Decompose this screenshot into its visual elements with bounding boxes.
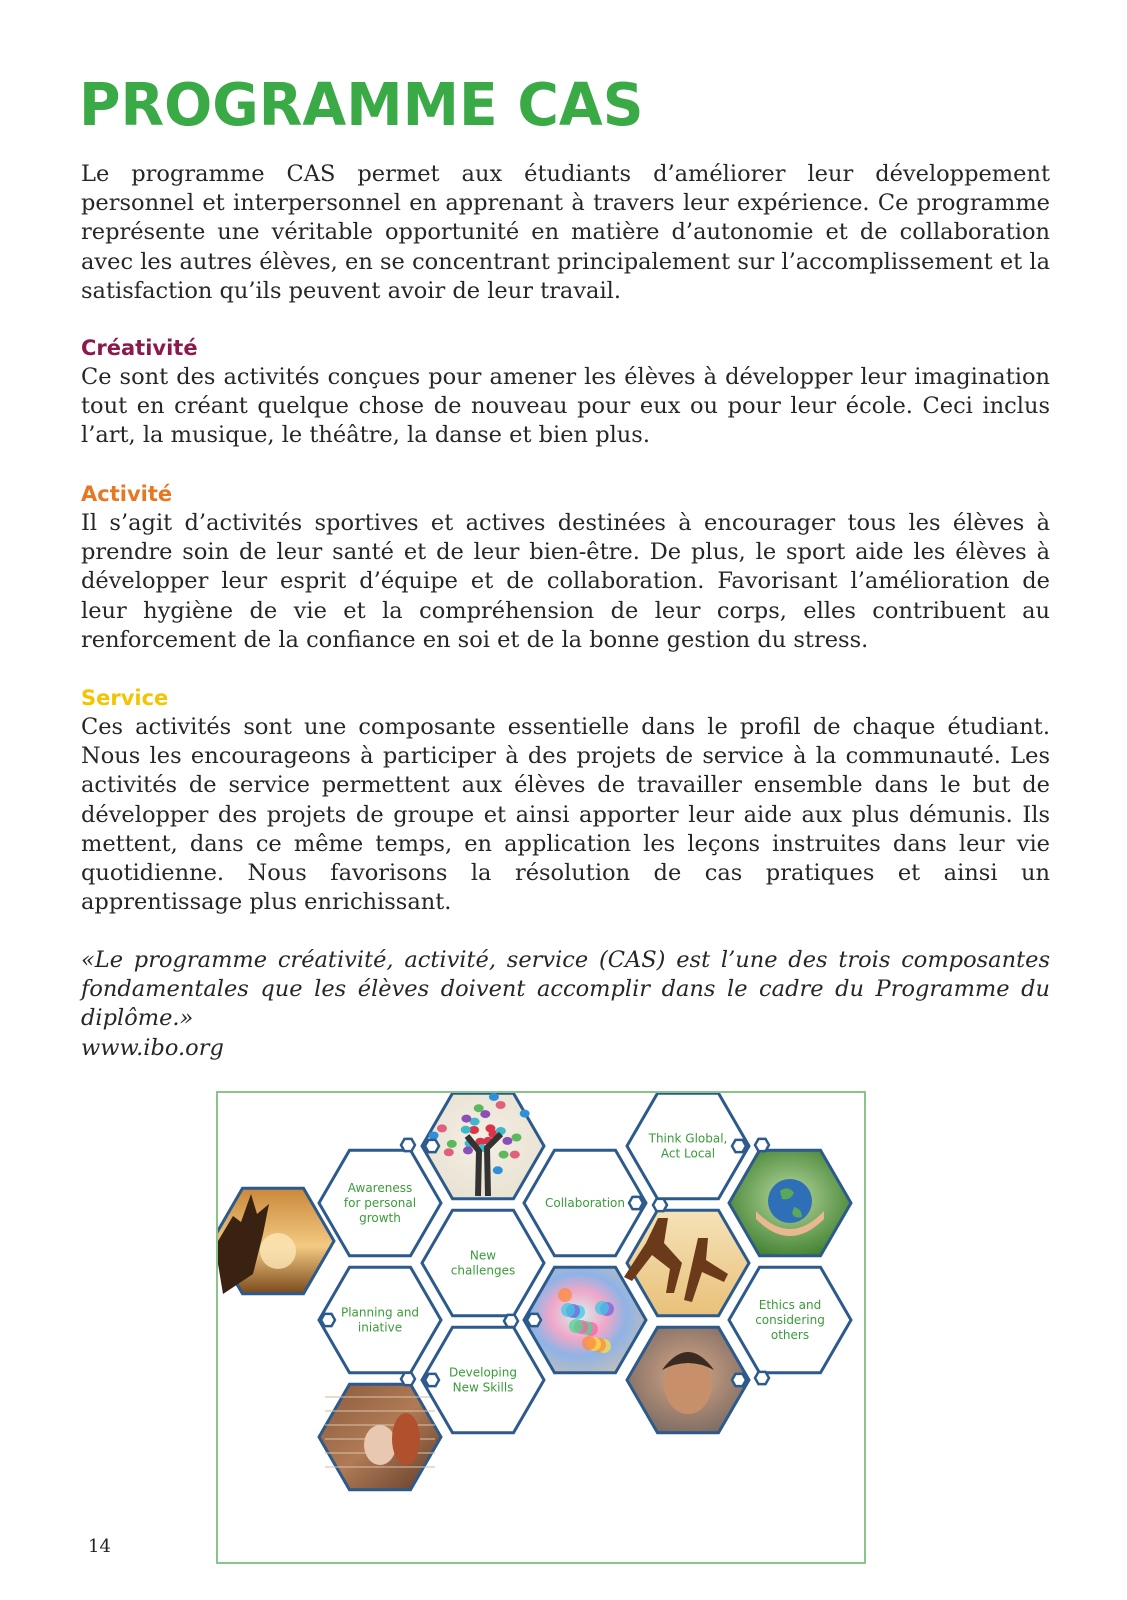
planning-hex bbox=[319, 1267, 441, 1373]
hex-label-line: Developing bbox=[449, 1365, 517, 1380]
awareness-hex bbox=[319, 1139, 441, 1256]
hex-label-line: New Skills bbox=[452, 1380, 514, 1395]
connector-knob-icon bbox=[504, 1315, 518, 1327]
connector-knob-icon bbox=[425, 1374, 439, 1386]
tree-leaf bbox=[489, 1093, 499, 1101]
tree-leaf bbox=[461, 1115, 471, 1123]
tree-leaf bbox=[485, 1124, 495, 1132]
hex-label-line: iniative bbox=[357, 1320, 403, 1335]
page-title: PROGRAMME CAS bbox=[79, 70, 644, 139]
connector-knob-icon bbox=[755, 1139, 769, 1151]
connector-knob-icon bbox=[321, 1314, 335, 1326]
intro-paragraph: Le programme CAS permet aux étudiants d’améliorer leur développement personnel et interpersonnel en apprenant à travers leur expérience. Ce programme représente une véritable opportunité en matière d’autonomie et de collaboration avec les autres élèves, en se concentrant principalement sur l’accomplissement et la satisfaction qu’ils peuvent avoir de leur travail. bbox=[81, 161, 1050, 304]
connector-knob-icon bbox=[425, 1140, 439, 1152]
developing-hex bbox=[422, 1327, 544, 1433]
connector-knob-icon bbox=[629, 1197, 643, 1209]
paint-splash bbox=[582, 1336, 596, 1350]
hex-label-line: Planning and bbox=[340, 1305, 420, 1320]
quote-source: www.ibo.org bbox=[81, 1034, 224, 1061]
hikers-photo-hex bbox=[218, 1188, 334, 1294]
ibo-quote bbox=[81, 946, 1050, 1063]
girl-face bbox=[364, 1425, 396, 1465]
tree-leaf bbox=[429, 1132, 439, 1140]
hex-label-line: Ethics and bbox=[758, 1298, 822, 1312]
quote-text: «Le programme créativité, activité, service (CAS) est l’une des trois composantes fondamentales que les élèves doivent accomplir dans le cadre du Programme du diplôme.» bbox=[81, 947, 1050, 1032]
tree-leaf bbox=[447, 1140, 457, 1148]
connector-knob-icon bbox=[653, 1199, 667, 1211]
connector-knob-icon bbox=[527, 1314, 541, 1326]
paint-splash bbox=[558, 1288, 572, 1302]
hex-label-developing bbox=[449, 1366, 517, 1395]
boy-photo-hex bbox=[627, 1327, 749, 1433]
tree-leaf bbox=[463, 1146, 473, 1154]
section-service bbox=[81, 684, 1050, 917]
hex-label-line: New bbox=[469, 1248, 497, 1263]
section-text: Il s’agit d’activités sportives et actives destinées à encourager tous les élèves à prendre soin de leur santé et de leur bien-être. De plus, le sport aide les élèves à développer leur esprit d’équipe et de collaboration. Favorisant l’amélioration de leur hygiène de vie et la compréhension de leur corps, elles contribuent au renforcement de la confiance en soi et de la bonne gestion du stress. bbox=[81, 510, 1050, 653]
paint-splash bbox=[561, 1303, 575, 1317]
hex-label-line: Act Local bbox=[660, 1146, 716, 1161]
tree-leaf bbox=[512, 1134, 522, 1142]
hex-label-line: Awareness bbox=[347, 1181, 413, 1195]
hex-label-line: growth bbox=[359, 1211, 401, 1225]
tree-leaf bbox=[502, 1137, 512, 1145]
tree-leaf bbox=[437, 1124, 447, 1132]
tree-leaf bbox=[496, 1101, 506, 1109]
new-challenges-hex bbox=[422, 1210, 544, 1327]
sun-glow bbox=[260, 1233, 296, 1269]
section-text: Ce sont des activités conçues pour amener les élèves à développer leur imagination tout en créant quelque chose de nouveau pour eux ou pour leur école. Ceci inclus l’art, la musique, le théâtre, la danse et bien plus. bbox=[81, 364, 1050, 449]
tree-leaf bbox=[461, 1126, 471, 1134]
hex-label-line: Think Global, bbox=[648, 1131, 728, 1146]
page-number: 14 bbox=[88, 1536, 111, 1557]
section-creativite bbox=[81, 334, 1050, 451]
paint-splash bbox=[569, 1319, 583, 1333]
tree-leaf bbox=[493, 1166, 503, 1174]
earth-globe bbox=[768, 1179, 812, 1223]
runners-photo-hex bbox=[624, 1199, 749, 1316]
earth-photo-hex bbox=[729, 1139, 851, 1256]
cas-hexagon-diagram bbox=[218, 1093, 864, 1562]
girl-hair bbox=[392, 1413, 420, 1465]
intro-block bbox=[81, 160, 1050, 306]
think-global-hex bbox=[627, 1093, 749, 1199]
tree-leaf bbox=[499, 1151, 509, 1159]
hex-label-line: others bbox=[770, 1328, 810, 1342]
girls-photo-hex bbox=[319, 1373, 441, 1490]
section-heading: Service bbox=[81, 686, 169, 710]
cas-diagram-frame bbox=[216, 1091, 866, 1564]
tree-leaf bbox=[444, 1148, 454, 1156]
section-activite bbox=[81, 480, 1050, 655]
collaboration-hex bbox=[524, 1150, 646, 1256]
splash-photo-hex bbox=[524, 1267, 646, 1373]
tree-leaf bbox=[474, 1104, 484, 1112]
hex-label-line: for personal bbox=[343, 1196, 417, 1210]
hex-label-line: Collaboration bbox=[545, 1196, 625, 1210]
section-heading: Activité bbox=[81, 482, 173, 506]
paint-splash bbox=[595, 1301, 609, 1315]
ethics-hex bbox=[729, 1267, 851, 1384]
connector-knob-icon bbox=[732, 1140, 746, 1152]
section-text: Ces activités sont une composante essentielle dans le profil de chaque étudiant. Nous les encourageons à participer à des projets de service à la communauté. Les activités de service permettent aux élèves de travailler ensemble dans le but de développer des projets de groupe et ainsi apporter leur aide aux plus démunis. Ils mettent, dans ce même temps, en application les leçons instruites dans leur vie quotidienne. Nous favorisons la résolution de cas pratiques et ainsi un apprentissage plus enrichissant. bbox=[81, 714, 1050, 916]
hex-label-line: considering bbox=[755, 1313, 825, 1327]
connector-knob-icon bbox=[401, 1373, 415, 1385]
connector-knob-icon bbox=[401, 1139, 415, 1151]
tree-leaf bbox=[520, 1110, 530, 1118]
connector-knob-icon bbox=[732, 1374, 746, 1386]
section-heading: Créativité bbox=[81, 336, 198, 360]
connector-knob-icon bbox=[755, 1372, 769, 1384]
hex-label-line: challenges bbox=[450, 1263, 516, 1278]
tree-photo-hex bbox=[422, 1093, 544, 1199]
hex-label-collaboration bbox=[545, 1196, 625, 1210]
tree-leaf bbox=[510, 1151, 520, 1159]
